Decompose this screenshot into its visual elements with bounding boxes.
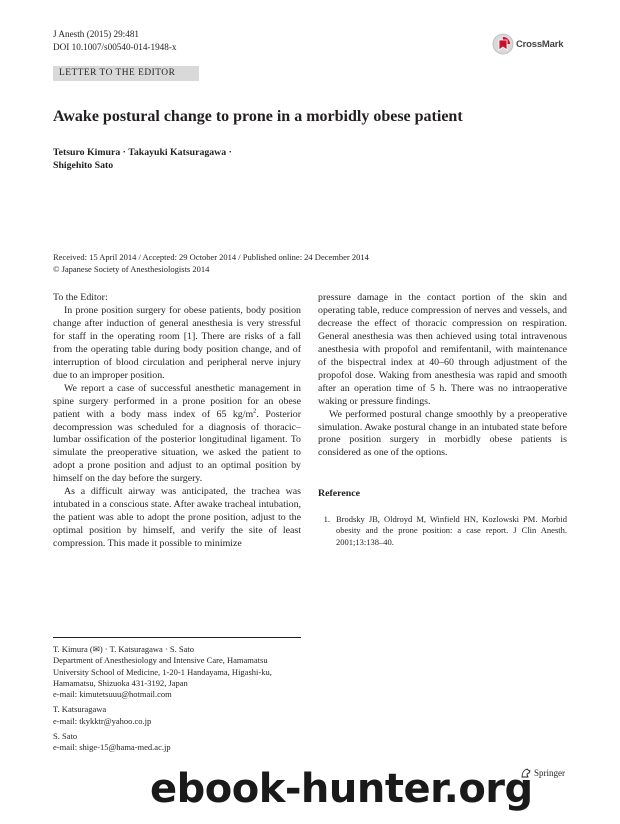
email-kimura[interactable]: e-mail: kimutetsuuu@hotmail.com (53, 689, 172, 700)
journal-header (53, 28, 177, 53)
doi[interactable]: DOI 10.1007/s00540-014-1948-x (53, 41, 177, 52)
body-column-left (53, 292, 301, 551)
affiliation-authors: T. Kimura (✉) · T. Katsuragawa · S. Sato (53, 644, 194, 654)
reference-item (318, 514, 567, 548)
paragraph-1: In prone position surgery for obese patients, body position change after induction of general anesthesia is very stressful for staff in the operating room [1]. There are risks of a fall from the operating table during body position change, and of interruption of blood circulation and peripheral nerve injury due to an improper position. (53, 304, 301, 381)
superscript-2: 2 (253, 407, 257, 415)
journal-citation: J Anesth (2015) 29:481 (53, 29, 140, 39)
crossmark-icon (492, 33, 514, 55)
paragraph-2-end: . Posterior decompression was scheduled for a diagnosis of thoracic–lumbar ossification of the posterior longitudinal ligament. To simulate the preoperative situation, we asked the patient to adopt a prone position and adjust to an optimal position by himself on the day before the surgery. (53, 408, 301, 485)
author-list (53, 147, 283, 172)
footnote-divider (53, 637, 301, 638)
reference-text: Brodsky JB, Oldroyd M, Winfield HN, Kozlowski PM. Morbid obesity and the prone position: a case report. J Clin Anesth. 2001;13:138–40. (336, 514, 567, 547)
springer-logo (520, 765, 590, 781)
article-dates (53, 252, 573, 275)
paragraph-2 (53, 383, 301, 487)
email-sato[interactable]: e-mail: shige-15@hama-med.ac.jp (53, 742, 171, 753)
paragraph-3: As a difficult airway was anticipated, the trachea was intubated in a conscious state. After awake tracheal intubation, the patient was able to adopt the prone position, adjust to the optimal position by himself, and verify the site of least compression. This made it possible to minimize (53, 486, 301, 550)
copyright-line: © Japanese Society of Anesthesiologists 2014 (53, 263, 210, 274)
email-katsuragawa[interactable]: e-mail: tkykktr@yahoo.co.jp (53, 715, 152, 726)
salutation: To the Editor: (53, 292, 108, 303)
author-name-katsuragawa: T. Katsuragawa (53, 704, 107, 715)
section-label: LETTER TO THE EDITOR (53, 66, 199, 81)
paragraph-2-start: We report a case of successful anesthetic management in spine surgery performed in a prone position for an obese patient with a body mass index of 65 kg/m (53, 382, 301, 420)
paragraph-3-continued: pressure damage in the contact portion of the skin and operating table, reduce compression of nerves and vessels, and decrease the effect of thoracic compression on respiration. General anesthesia was then achieved using total intravenous anesthesia with propofol and remifentanil, with maintenance of the bispectral index at 40–60 through adjustment of the propofol dose. Waking from anesthesia was rapid and smooth after an operation time of 5 h. There was no intraoperative waking or pressure findings. (318, 292, 567, 407)
crossmark-badge[interactable] (492, 31, 582, 57)
affiliation-block-2 (53, 704, 303, 727)
publication-history: Received: 15 April 2014 / Accepted: 29 October 2014 / Published online: 24 December 2014 (53, 252, 369, 262)
author-line-2: Shigehito Sato (53, 159, 114, 171)
author-line-1: Tetsuro Kimura · Takayuki Katsuragawa · (53, 147, 232, 158)
springer-horse-icon (520, 767, 532, 779)
article-title: Awake postural change to prone in a morbidly obese patient (53, 108, 463, 125)
affiliation-block-3 (53, 731, 303, 754)
reference-number: 1. (323, 514, 330, 524)
crossmark-label: CrossMark (516, 38, 564, 50)
affiliation-block-1 (53, 644, 303, 700)
affiliation-department: Department of Anesthesiology and Intensive Care, Hamamatsu University School of Medicine, 1-20-1 Handayama, Higashi-ku, Hamamatsu, Shizuoka 431-3192, Japan (53, 655, 272, 688)
author-name-sato: S. Sato (53, 731, 78, 742)
paragraph-4: We performed postural change smoothly by a preoperative simulation. Awake postural change in an intubated state before prone position surgery in morbidly obese patients is considered as one of the options. (318, 408, 567, 459)
references-heading: Reference (318, 488, 361, 499)
watermark-text: ebook-hunter.org (150, 766, 533, 812)
body-column-right (318, 292, 567, 460)
springer-label: Springer (534, 768, 565, 778)
author-affiliations (53, 644, 303, 758)
